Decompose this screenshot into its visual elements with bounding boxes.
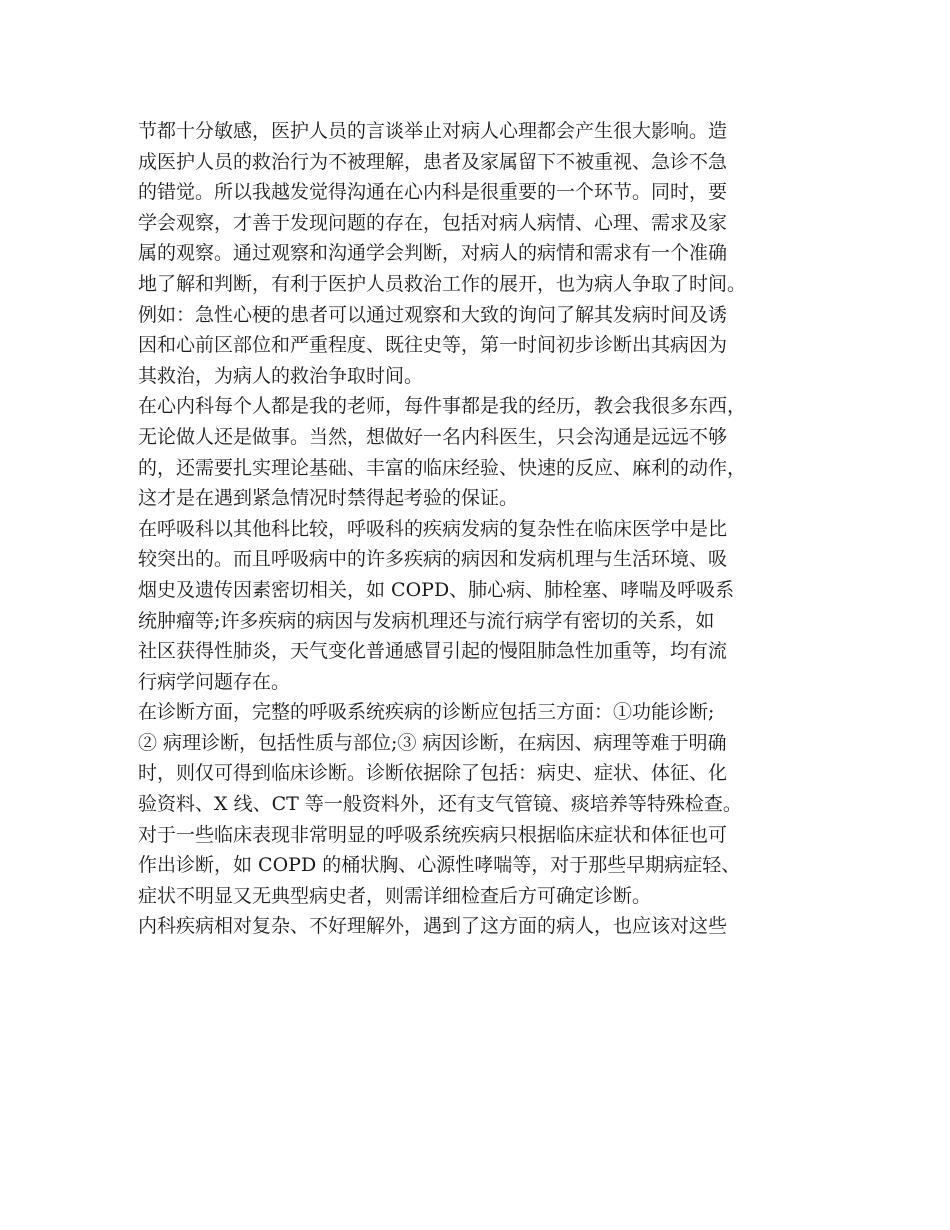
text-line: 学会观察，才善于发现问题的存在，包括对病人病情、心理、需求及家: [138, 211, 728, 234]
text-line: 统肿瘤等;许多疾病的病因与发病机理还与流行病学有密切的关系，如: [138, 609, 715, 632]
text-line: 行病学问题存在。: [138, 670, 291, 693]
text-line: 作出诊断，如 COPD 的桶状胸、心源性哮喘等，对于那些早期病症轻、: [138, 854, 741, 877]
text-line: 的错觉。所以我越发觉得沟通在心内科是很重要的一个环节。同时，要: [138, 181, 728, 204]
text-line: 时，则仅可得到临床诊断。诊断依据除了包括：病史、症状、体征、化: [138, 762, 728, 785]
text-line: 在心内科每个人都是我的老师，每件事都是我的经历，教会我很多东西，: [138, 395, 747, 418]
paragraph: [138, 514, 828, 698]
paragraph: [138, 116, 828, 391]
text-line: 地了解和判断，有利于医护人员救治工作的展开，也为病人争取了时间。: [138, 272, 747, 295]
text-line: 对于一些临床表现非常明显的呼吸系统疾病只根据临床症状和体征也可: [138, 823, 728, 846]
text-line: ② 病理诊断，包括性质与部位;③ 病因诊断，在病因、病理等难于明确: [138, 731, 727, 754]
text-line: 属的观察。通过观察和沟通学会判断，对病人的病情和需求有一个准确: [138, 242, 728, 265]
text-line: 因和心前区部位和严重程度、既往史等，第一时间初步诊断出其病因为: [138, 334, 728, 357]
paragraph: [138, 820, 828, 912]
text-line: 其救治，为病人的救治争取时间。: [138, 364, 424, 387]
text-line: 的，还需要扎实理论基础、丰富的临床经验、快速的反应、麻利的动作，: [138, 456, 747, 479]
text-line: 无论做人还是做事。当然，想做好一名内科医生，只会沟通是远远不够: [138, 425, 728, 448]
text-line: 在呼吸科以其他科比较，呼吸科的疾病发病的复杂性在临床医学中是比: [138, 517, 728, 540]
text-line: 验资料、X 线、CT 等一般资料外，还有支气管镜、痰培养等特殊检查。: [138, 793, 742, 816]
text-line: 内科疾病相对复杂、不好理解外，遇到了这方面的病人，也应该对这些: [138, 915, 728, 938]
document-body: [138, 116, 828, 942]
text-line: 节都十分敏感，医护人员的言谈举止对病人心理都会产生很大影响。造: [138, 120, 728, 142]
text-line: 这才是在遇到紧急情况时禁得起考验的保证。: [138, 487, 519, 510]
paragraph: [138, 697, 828, 819]
text-line: 成医护人员的救治行为不被理解，患者及家属留下不被重视、急诊不急: [138, 150, 728, 173]
text-line: 较突出的。而且呼吸病中的许多疾病的病因和发病机理与生活环境、吸: [138, 548, 728, 571]
paragraph: [138, 391, 828, 513]
text-line: 症状不明显又无典型病史者，则需详细检查后方可确定诊断。: [138, 884, 652, 907]
text-line: 在诊断方面，完整的呼吸系统疾病的诊断应包括三方面：①功能诊断;: [138, 701, 715, 724]
paragraph: [138, 911, 828, 942]
text-line: 烟史及遗传因素密切相关，如 COPD、肺心病、肺栓塞、哮喘及呼吸系: [138, 578, 735, 601]
text-line: 例如：急性心梗的患者可以通过观察和大致的询问了解其发病时间及诱: [138, 303, 728, 326]
text-line: 社区获得性肺炎，天气变化普通感冒引起的慢阻肺急性加重等，均有流: [138, 640, 728, 663]
